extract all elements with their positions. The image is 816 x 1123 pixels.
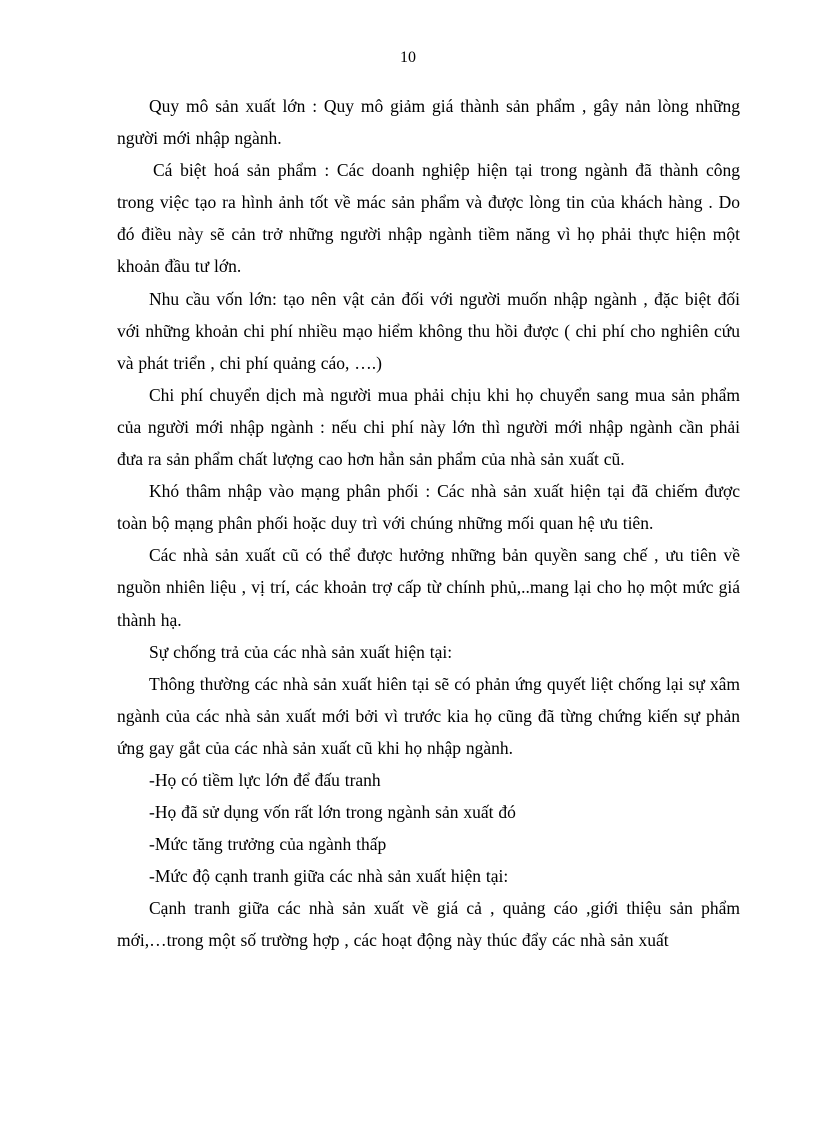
paragraph-economies-of-scale: Quy mô sản xuất lớn : Quy mô giảm giá thành sản phẩm , gây nản lòng những người mới nhập ngành.	[117, 96, 740, 149]
paragraph-switching-costs: Chi phí chuyển dịch mà người mua phải chịu khi họ chuyển sang mua sản phẩm của người mới nhập ngành : nếu chi phí này lớn thì người mới nhập ngành cần phải đưa ra sản phẩm chất lượng cao hơn hẳn sản phẩm của nhà sản xuất cũ.	[117, 384, 740, 470]
body-text	[117, 90, 740, 957]
paragraph-retaliation: Thông thường các nhà sản xuất hiên tại sẽ có phản ứng quyết liệt chống lại sự xâm ngành của các nhà sản xuất mới bởi vì trước kia họ cũng đã từng chứng kiến sự phản ứng gay gắt của các nhà sản xuất cũ khi họ nhập ngành.	[117, 673, 740, 758]
list-item-rivalry: -Mức độ cạnh tranh giữa các nhà sản xuất hiện tại:	[149, 866, 509, 887]
paragraph-incumbent-advantages: Các nhà sản xuất cũ có thể được hưởng những bản quyền sang chế , ưu tiên về nguồn nhiên liệu , vị trí, các khoản trợ cấp từ chính phủ,..mang lại cho họ một mức giá thành hạ.	[117, 545, 740, 630]
list-item-low-growth: -Mức tăng trưởng của ngành thấp	[149, 834, 387, 855]
list-item-capital-used: -Họ đã sử dụng vốn rất lớn trong ngành sản xuất đó	[149, 802, 516, 823]
paragraph-retaliation-heading: Sự chống trả của các nhà sản xuất hiện tại:	[149, 641, 453, 662]
page-number: 10	[400, 49, 416, 66]
paragraph-product-differentiation: Cá biệt hoá sản phẩm : Các doanh nghiệp hiện tại trong ngành đã thành công trong việc tạo ra hình ảnh tốt về mác sản phẩm và được lòng tin của khách hàng . Do đó điều này sẽ cản trở những người nhập ngành tiềm năng vì họ phải thực hiện một khoản đầu tư lớn.	[117, 160, 740, 277]
paragraph-capital-requirements: Nhu cầu vốn lớn: tạo nên vật cản đối với người muốn nhập ngành , đặc biệt đối với những khoản chi phí nhiều mạo hiểm không thu hồi được ( chi phí cho nghiên cứu và phát triển , chi phí quảng cáo, ….)	[117, 288, 740, 373]
paragraph-distribution-access: Khó thâm nhập vào mạng phân phối : Các nhà sản xuất hiện tại đã chiếm được toàn bộ mạng phân phối hoặc duy trì với chúng những mối quan hệ ưu tiên.	[117, 481, 740, 534]
paragraph-competition: Cạnh tranh giữa các nhà sản xuất về giá cả , quảng cáo ,giới thiệu sản phẩm mới,…trong một số trường hợp , các hoạt động này thúc đẩy các nhà sản xuất	[117, 898, 740, 951]
list-item-resources: -Họ có tiềm lực lớn để đấu tranh	[149, 769, 381, 790]
